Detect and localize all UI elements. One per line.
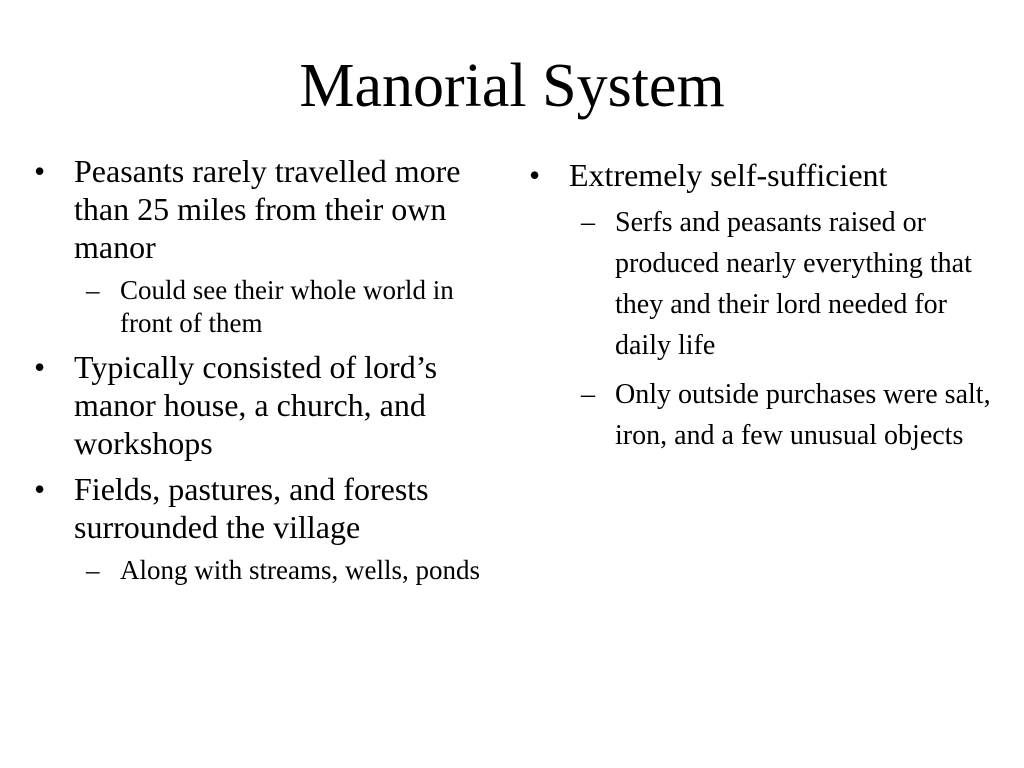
- bullet-marker: •: [34, 349, 46, 385]
- sub-bullet-text: Serfs and peasants raised or produced nearly everything that they and their lord needed for daily life: [615, 207, 972, 361]
- sub-bullet-text: Only outside purchases were salt, iron, and a few unusual objects: [615, 379, 991, 451]
- bullet-item: [30, 348, 500, 462]
- bullet-text: Peasants rarely travelled more than 25 miles from their own manor: [74, 153, 461, 265]
- dash-marker: –: [581, 207, 595, 238]
- sub-bullet-item: [30, 554, 500, 587]
- bullet-marker: •: [529, 157, 541, 193]
- bullet-text: Extremely self-sufficient: [569, 157, 888, 193]
- bullet-item: [30, 152, 500, 266]
- left-column: [30, 152, 500, 595]
- sub-bullet-item: [525, 374, 1000, 456]
- sub-bullet-item: [525, 202, 1000, 366]
- bullet-text: Typically consisted of lord’s manor house, a church, and workshops: [74, 349, 438, 461]
- bullet-text: Fields, pastures, and forests surrounded the village: [74, 471, 429, 545]
- bullet-marker: •: [34, 153, 46, 189]
- dash-marker: –: [86, 555, 100, 585]
- dash-marker: –: [86, 275, 100, 305]
- bullet-item: [525, 156, 1000, 194]
- bullet-item: [30, 470, 500, 546]
- sub-bullet-text: Along with streams, wells, ponds: [120, 555, 480, 585]
- sub-bullet-item: [30, 274, 500, 340]
- slide-title: Manorial System: [299, 52, 725, 120]
- bullet-marker: •: [34, 471, 46, 507]
- right-column: [525, 156, 1000, 464]
- sub-bullet-text: Could see their whole world in front of them: [120, 275, 454, 338]
- dash-marker: –: [581, 379, 595, 410]
